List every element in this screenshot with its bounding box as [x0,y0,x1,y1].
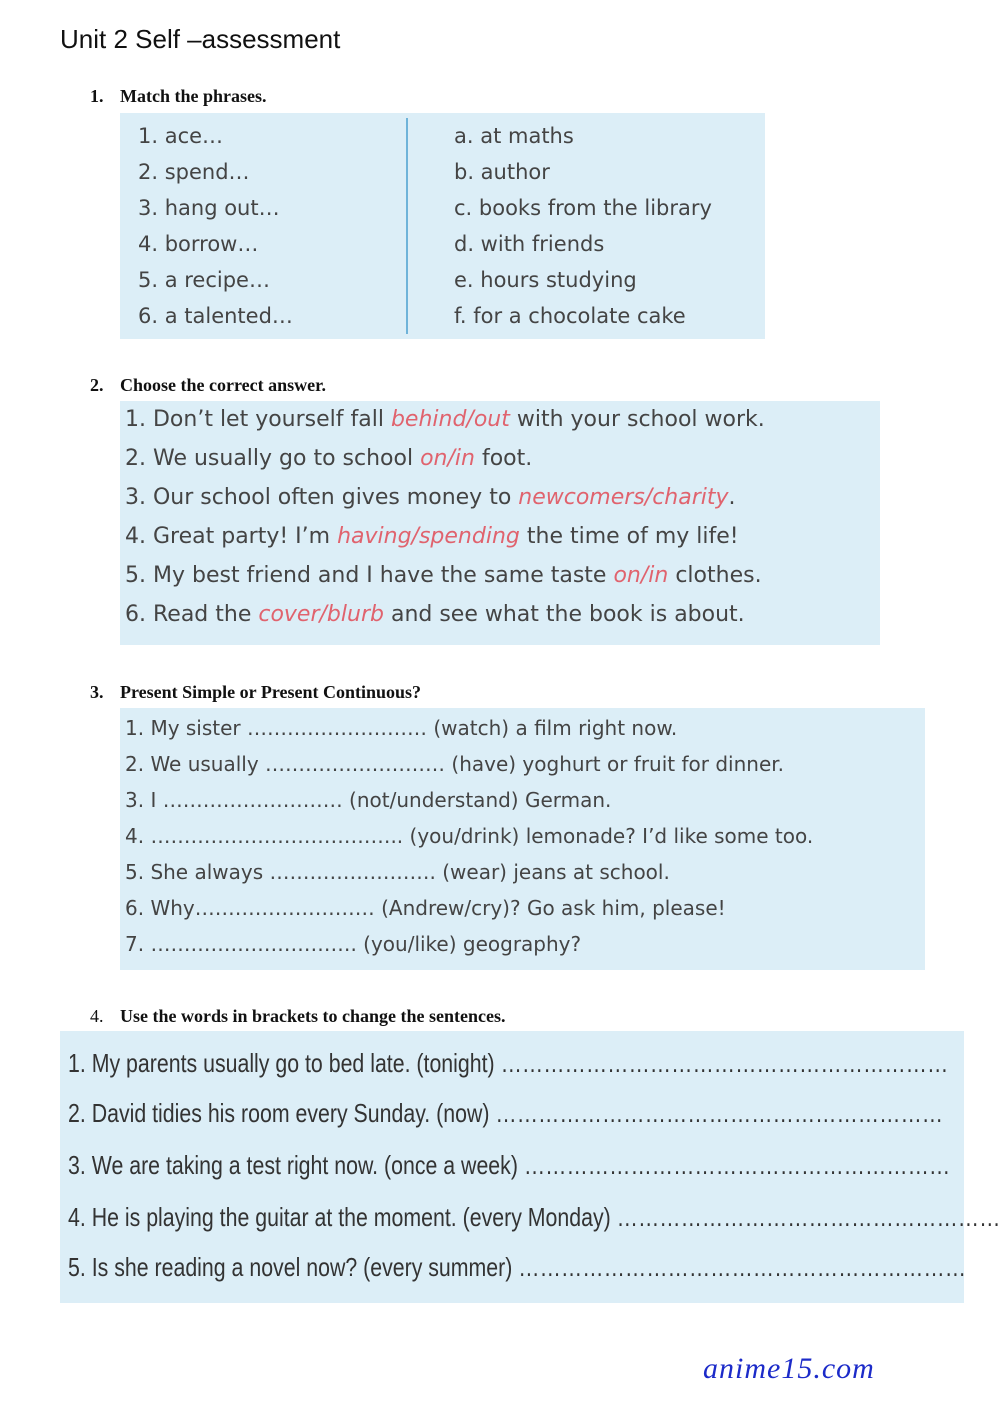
list-item: 5. a recipe… [138,268,270,292]
list-item: 2. spend… [138,160,250,184]
list-item: 2. David tidies his room every Sunday. (now) ……………………………………………………… [68,1098,944,1128]
section4-number: 4. [90,1006,104,1026]
answer-choice[interactable]: having/spending [337,524,520,549]
tense-practice-box [120,708,925,970]
match-phrases-box [120,113,765,339]
section3-heading [90,682,421,703]
list-item: c. books from the library [454,196,712,220]
list-item [125,440,532,478]
list-item: 4. ……………………………….. (you/drink) lemonade? I’d like some too. [125,824,814,848]
list-item: 5. Is she reading a novel now? (every summer) ……………………………………………………… [68,1252,967,1282]
list-item: 6. Why……………………… (Andrew/cry)? Go ask him, please! [125,896,726,920]
answer-choice[interactable]: on/in [613,563,669,588]
list-item [125,557,762,595]
list-item: 2. We usually ……………………… (have) yoghurt or fruit for dinner. [125,752,784,776]
item-text: 1. Don’t let yourself fall [125,407,391,432]
section3-number: 3. [90,682,104,702]
list-item: 5. She always ……………………. (wear) jeans at school. [125,860,670,884]
page-title: Unit 2 Self –assessment [60,24,341,54]
list-item: 3. hang out… [138,196,280,220]
section2-heading-text: Choose the correct answer. [120,375,326,395]
section1-heading-text: Match the phrases. [120,86,267,106]
item-text: . [728,485,736,510]
item-text: and see what the book is about. [383,602,745,627]
item-text: foot. [474,446,533,471]
item-text: 6. Read the [125,602,259,627]
list-item: 3. I ……………………… (not/understand) German. [125,788,612,812]
list-item: f. for a chocolate cake [454,304,686,328]
item-text: the time of my life! [519,524,739,549]
list-item: 6. a talented… [138,304,293,328]
list-item [125,401,765,439]
section1-heading [90,86,267,107]
list-item: 7. …………………………. (you/like) geography? [125,932,582,956]
item-text: 2. We usually go to school [125,446,421,471]
item-text: 3. Our school often gives money to [125,485,519,510]
column-divider [406,118,408,334]
list-item [125,518,739,556]
section4-heading [90,1006,505,1027]
section2-heading [90,375,326,396]
item-text: clothes. [668,563,762,588]
section2-number: 2. [90,375,104,395]
answer-choice[interactable]: behind/out [390,407,510,432]
answer-choice[interactable]: cover/blurb [258,602,384,627]
answer-choice[interactable]: on/in [420,446,475,471]
list-item: 3. We are taking a test right now. (once a week) …………………………………………………… [68,1150,951,1180]
section3-heading-text: Present Simple or Present Continuous? [120,682,422,702]
list-item [125,596,745,634]
list-item: 4. borrow… [138,232,259,256]
list-item: e. hours studying [454,268,637,292]
watermark-logo: anime15.com [703,1352,875,1385]
item-text: with your school work. [509,407,765,432]
item-text: 4. Great party! I’m [125,524,338,549]
list-item: d. with friends [454,232,605,256]
list-item: 1. My sister ……………………… (watch) a film right now. [125,716,678,740]
list-item: 4. He is playing the guitar at the moment. (every Monday) ……………………………………………… [68,1202,1000,1232]
list-item [125,479,736,517]
choose-answer-box [120,401,880,645]
item-text: 5. My best friend and I have the same taste [125,563,614,588]
answer-choice[interactable]: newcomers/charity [518,485,729,510]
section4-heading-text: Use the words in brackets to change the sentences. [120,1006,506,1026]
section1-number: 1. [90,86,104,106]
change-sentences-box [60,1031,1000,1303]
list-item: a. at maths [454,124,574,148]
list-item: b. author [454,160,550,184]
list-item: 1. My parents usually go to bed late. (tonight) ……………………………………………………… [68,1048,949,1078]
list-item: 1. ace… [138,124,224,148]
